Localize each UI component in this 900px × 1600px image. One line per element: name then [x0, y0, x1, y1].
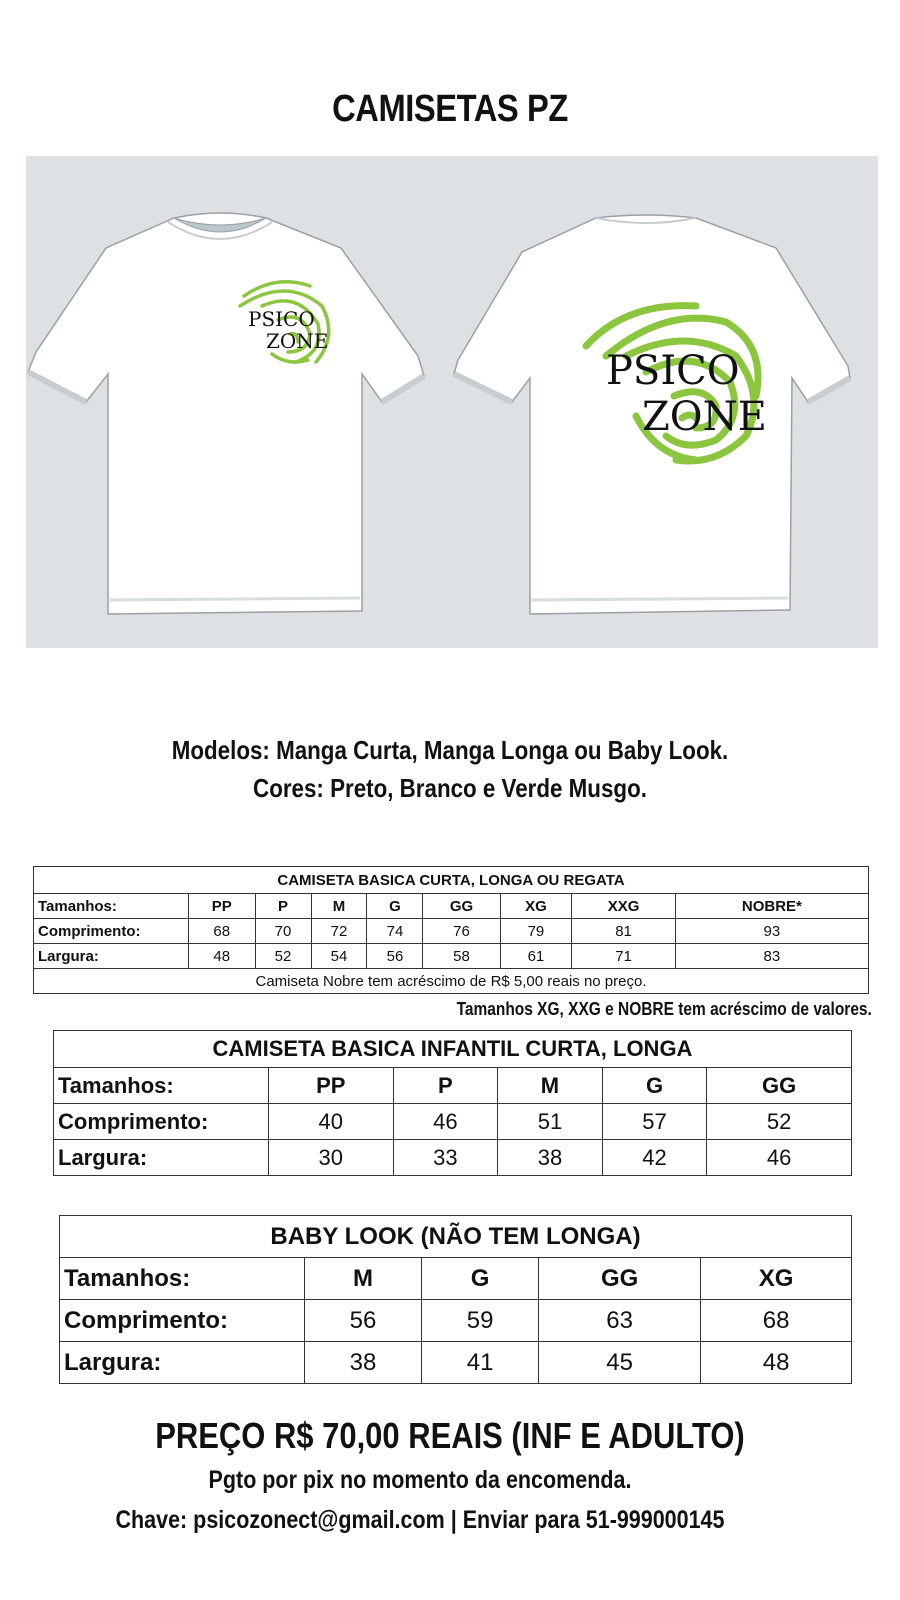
cell: 79	[500, 919, 572, 944]
table-row	[54, 1068, 852, 1104]
cell: 41	[422, 1342, 539, 1384]
size-header: PP	[269, 1068, 394, 1104]
table-row	[54, 1104, 852, 1140]
cell: 51	[498, 1104, 603, 1140]
tshirt-front-image	[26, 156, 452, 648]
size-header: M	[311, 894, 367, 919]
cell: 59	[422, 1300, 539, 1342]
page-title: CAMISETAS PZ	[332, 88, 568, 130]
payment-text: Pgto por pix no momento da encomenda.	[208, 1466, 632, 1494]
size-header: GG	[707, 1068, 852, 1104]
cell: 68	[701, 1300, 852, 1342]
table-row	[60, 1342, 852, 1384]
table-row	[60, 1258, 852, 1300]
row-label: Tamanhos:	[34, 894, 189, 919]
row-label: Largura:	[54, 1140, 269, 1176]
logo-line2: ZONE	[642, 394, 767, 440]
size-header: GG	[539, 1258, 701, 1300]
cell: 58	[423, 944, 500, 969]
cell: 30	[269, 1140, 394, 1176]
cell: 74	[367, 919, 423, 944]
size-header: PP	[189, 894, 256, 919]
price-text: PREÇO R$ 70,00 REAIS (INF E ADULTO)	[155, 1415, 745, 1456]
babylook-size-table	[59, 1215, 852, 1384]
row-label: Largura:	[34, 944, 189, 969]
cell: 71	[572, 944, 675, 969]
size-header: XXG	[572, 894, 675, 919]
kids-size-table	[53, 1030, 852, 1176]
size-header: M	[305, 1258, 422, 1300]
cell: 48	[701, 1342, 852, 1384]
cell: 48	[189, 944, 256, 969]
cell: 38	[498, 1140, 603, 1176]
table-caption: CAMISETA BASICA INFANTIL CURTA, LONGA	[54, 1031, 852, 1068]
logo-line2: ZONE	[266, 329, 329, 353]
cell: 46	[393, 1104, 498, 1140]
size-header: M	[498, 1068, 603, 1104]
row-label: Comprimento:	[60, 1300, 305, 1342]
row-label: Tamanhos:	[60, 1258, 305, 1300]
cell: 70	[255, 919, 311, 944]
size-header: G	[602, 1068, 707, 1104]
row-label: Largura:	[60, 1342, 305, 1384]
tshirt-mockups	[26, 156, 878, 648]
row-label: Comprimento:	[54, 1104, 269, 1140]
cell: 54	[311, 944, 367, 969]
cell: 46	[707, 1140, 852, 1176]
cell: 52	[255, 944, 311, 969]
cell: 56	[367, 944, 423, 969]
cell: 76	[423, 919, 500, 944]
contact-text: Chave: psicozonect@gmail.com | Enviar para 51-999000145	[115, 1506, 725, 1534]
extra-cost-note: Tamanhos XG, XXG e NOBRE tem acréscimo de valores.	[456, 999, 872, 1019]
cell: 56	[305, 1300, 422, 1342]
cell: 52	[707, 1104, 852, 1140]
cell: 72	[311, 919, 367, 944]
size-header: P	[255, 894, 311, 919]
table-row	[60, 1300, 852, 1342]
colors-text: Cores: Preto, Branco e Verde Musgo.	[253, 773, 647, 803]
cell: 57	[602, 1104, 707, 1140]
cell: 45	[539, 1342, 701, 1384]
cell: 63	[539, 1300, 701, 1342]
size-header: G	[422, 1258, 539, 1300]
models-text: Modelos: Manga Curta, Manga Longa ou Baby Look.	[171, 735, 729, 765]
table-note: Camiseta Nobre tem acréscimo de R$ 5,00 reais no preço.	[34, 969, 869, 994]
logo-line1: PSICO	[248, 307, 315, 331]
table-caption: CAMISETA BASICA CURTA, LONGA OU REGATA	[34, 867, 869, 894]
cell: 81	[572, 919, 675, 944]
table-row	[34, 944, 869, 969]
size-header: XG	[500, 894, 572, 919]
size-header: P	[393, 1068, 498, 1104]
table-caption: BABY LOOK (NÃO TEM LONGA)	[60, 1216, 852, 1258]
row-label: Comprimento:	[34, 919, 189, 944]
cell: 61	[500, 944, 572, 969]
row-label: Tamanhos:	[54, 1068, 269, 1104]
cell: 42	[602, 1140, 707, 1176]
cell: 93	[675, 919, 868, 944]
cell: 40	[269, 1104, 394, 1140]
tshirt-back-image	[446, 156, 878, 648]
cell: 83	[675, 944, 868, 969]
cell: 33	[393, 1140, 498, 1176]
table-row	[54, 1140, 852, 1176]
logo-line1: PSICO	[606, 348, 740, 394]
table-row	[34, 919, 869, 944]
table-row	[34, 894, 869, 919]
cell: 68	[189, 919, 256, 944]
cell: 38	[305, 1342, 422, 1384]
size-header: NOBRE*	[675, 894, 868, 919]
adult-size-table	[33, 866, 869, 994]
size-header: XG	[701, 1258, 852, 1300]
size-header: GG	[423, 894, 500, 919]
size-header: G	[367, 894, 423, 919]
